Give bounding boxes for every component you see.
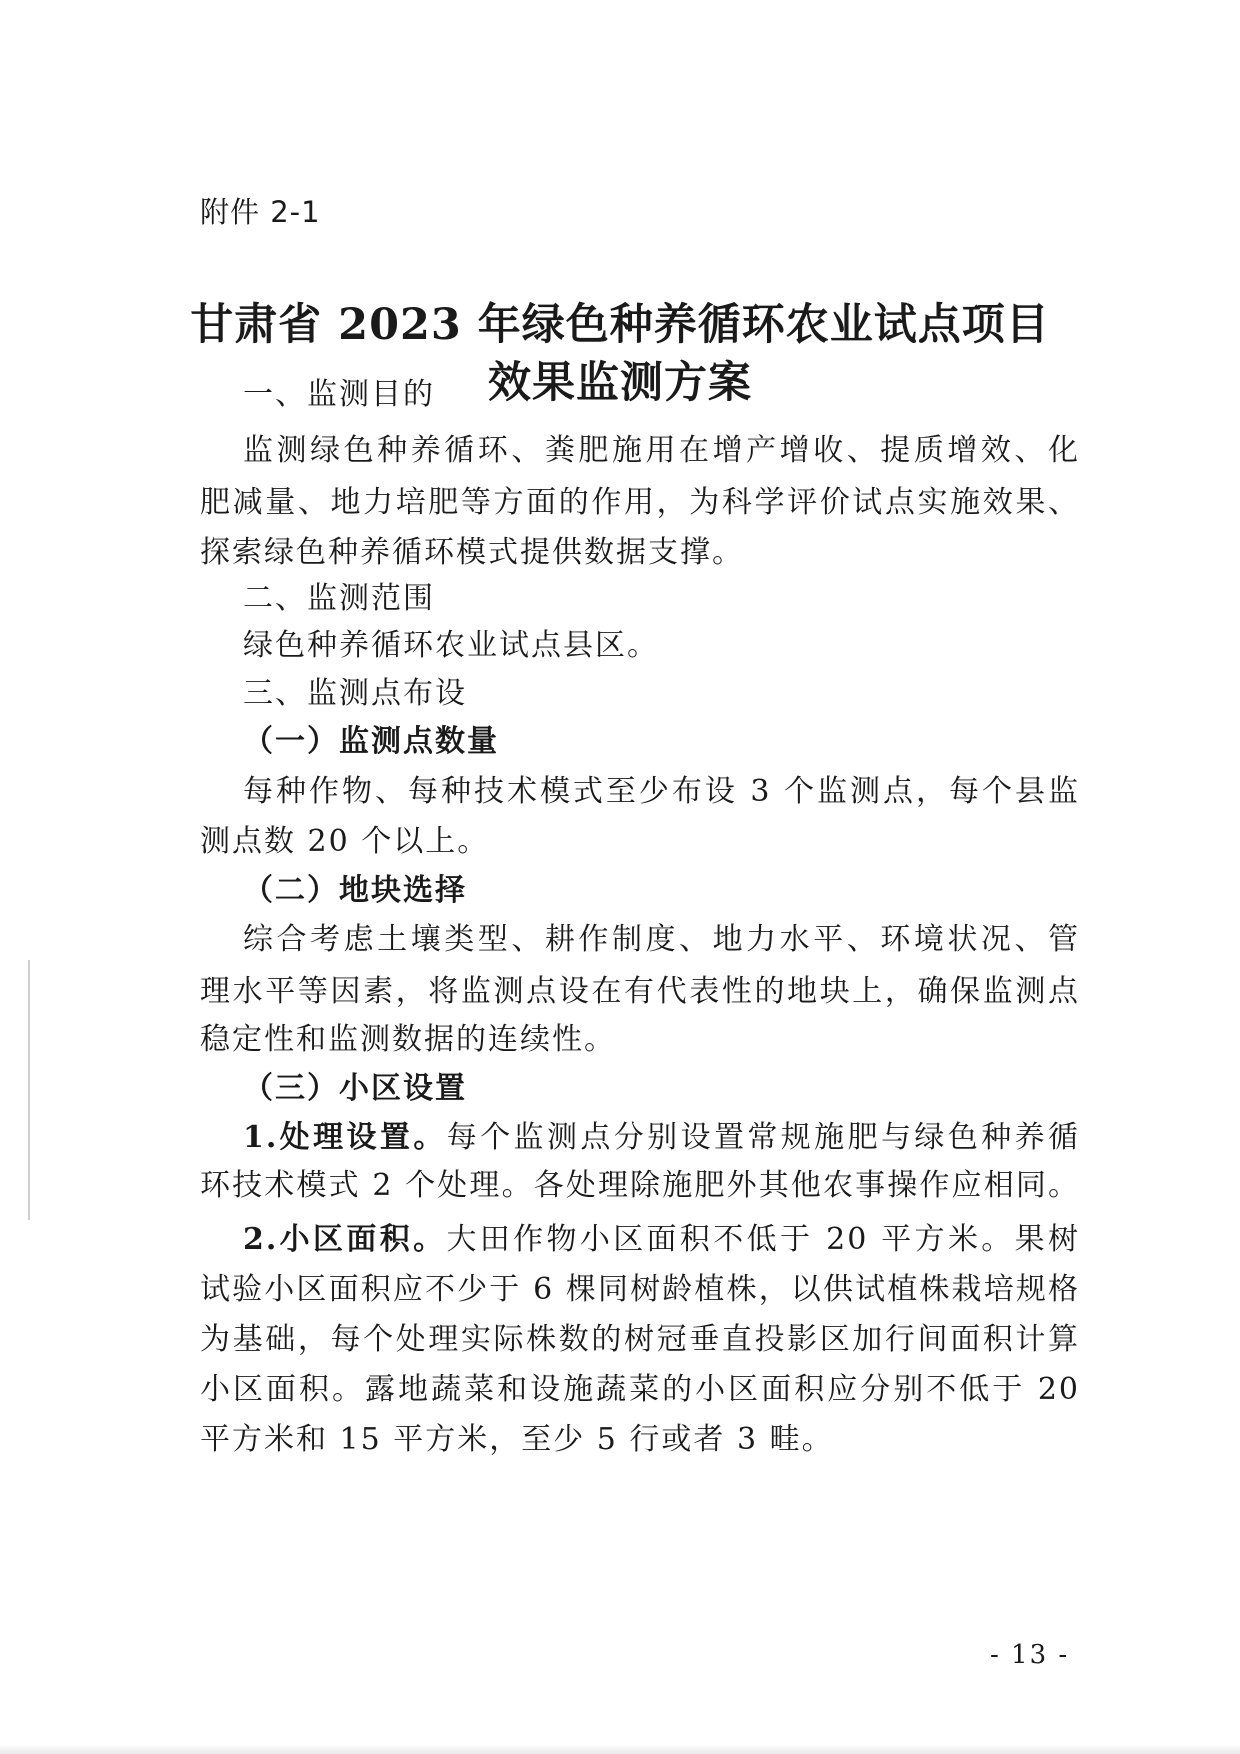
item1-line <box>243 1112 1080 1156</box>
subsection1-heading: （一）监测点数量 <box>243 724 499 759</box>
subsection1-line: 每种作物、每种技术模式至少布设 3 个监测点，每个县监 <box>243 774 1080 809</box>
document-title-line2: 效果监测方案 <box>488 358 752 408</box>
scan-edge-mark <box>28 960 30 1220</box>
subsection2-line: 稳定性和监测数据的连续性。 <box>200 1022 616 1057</box>
section2-heading: 二、监测范围 <box>243 581 435 616</box>
subsection2-heading: （二）地块选择 <box>243 873 467 908</box>
item2-line: 试验小区面积应不少于 6 棵同树龄植株，以供试植株栽培规格 <box>200 1272 1080 1307</box>
document-title-line1: 甘肃省 2023 年绿色种养循环农业试点项目 <box>190 300 1050 350</box>
item2-text: 大田作物小区面积不低于 20 平方米。果树 <box>446 1222 1080 1257</box>
item1-label: 1.处理设置。 <box>243 1120 447 1155</box>
section1-line: 监测绿色种养循环、粪肥施用在增产增收、提质增效、化 <box>243 433 1080 468</box>
section1-heading: 一、监测目的 <box>243 377 435 412</box>
section1-line: 肥减量、地力培肥等方面的作用，为科学评价试点实施效果、 <box>200 485 1080 520</box>
item1-text: 每个监测点分别设置常规施肥与绿色种养循 <box>446 1120 1081 1155</box>
subsection3-heading: （三）小区设置 <box>243 1071 467 1106</box>
item1-line: 环技术模式 2 个处理。各处理除施肥外其他农事操作应相同。 <box>200 1168 1080 1203</box>
section2-text: 绿色种养循环农业试点县区。 <box>243 628 659 663</box>
subsection1-line: 测点数 20 个以上。 <box>200 824 490 859</box>
subsection2-line: 综合考虑土壤类型、耕作制度、地力水平、环境状况、管 <box>243 922 1080 957</box>
item2-line: 为基础，每个处理实际株数的树冠垂直投影区加行间面积计算 <box>200 1322 1080 1357</box>
item2-line <box>243 1214 1080 1258</box>
section1-line: 探索绿色种养循环模式提供数据支撑。 <box>200 535 744 570</box>
page-number: - 13 - <box>990 1640 1070 1670</box>
attachment-label: 附件 2-1 <box>200 195 321 229</box>
subsection2-line: 理水平等因素，将监测点设在有代表性的地块上，确保监测点 <box>200 974 1080 1009</box>
item2-label: 2.小区面积。 <box>243 1222 447 1257</box>
section3-heading: 三、监测点布设 <box>243 676 467 711</box>
item2-line: 小区面积。露地蔬菜和设施蔬菜的小区面积应分别不低于 20 <box>200 1372 1080 1407</box>
item2-line: 平方米和 15 平方米，至少 5 行或者 3 畦。 <box>200 1422 834 1457</box>
scan-bottom-edge <box>0 1744 1240 1754</box>
